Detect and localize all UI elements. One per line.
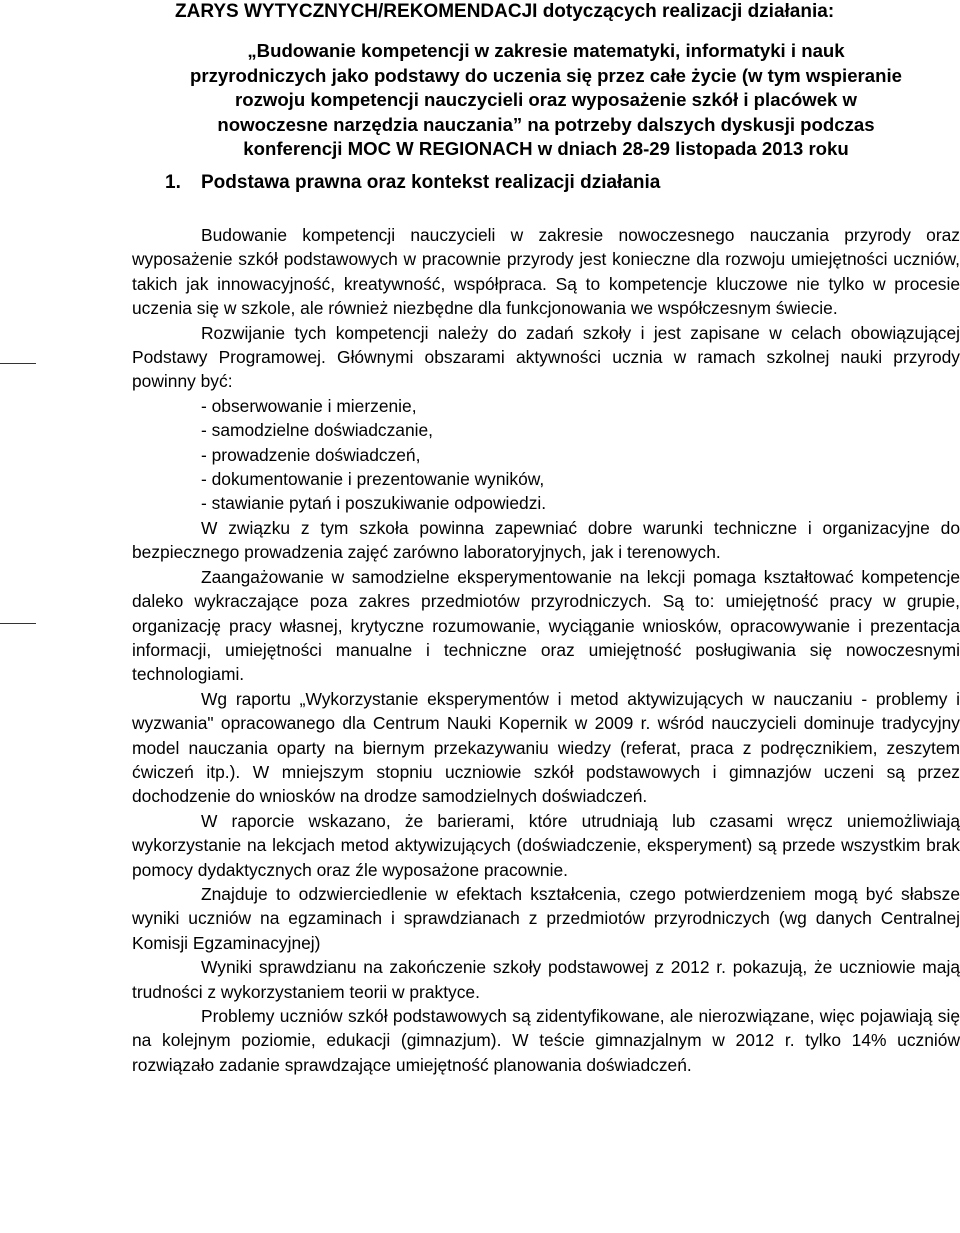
paragraph: Budowanie kompetencji nauczycieli w zakresie nowoczesnego nauczania przyrody oraz wyposażenie szkół podstawowych w pracownie przyrody jest konieczne dla rozwoju umiejętności uczniów, takich jak innowacyjność, kreatywność, współpraca. Są to kompetencje kluczowe nie tylko w procesie uczenia się w szkole, ale również niezbędne dla funkcjonowania we współczesnym świecie. (132, 225, 960, 319)
paragraph: Rozwijanie tych kompetencji należy do zadań szkoły i jest zapisane w celach obowiązującej Podstawy Programowej. Głównymi obszarami aktywności ucznia w ramach szkolnej nauki przyrody powinny być: (132, 322, 960, 392)
title-line: rozwoju kompetencji nauczycieli oraz wyposażenie szkół i placówek w (234, 89, 858, 111)
paragraph: Problemy uczniów szkół podstawowych są zidentyfikowane, ale nierozwiązane, więc pojawiają się na kolejnym poziomie, edukacji (gimnazjum). W teście gimnazjalnym w 2012 r. tylko 14% uczniów rozwiązało zadanie sprawdzające umiejętność planowania doświadczeń. (132, 1006, 960, 1075)
title-line: przyrodniczych jako podstawy do uczenia się przez całe życie (w tym wspieranie (190, 64, 902, 86)
document-heading: ZARYS WYTYCZNYCH/REKOMENDACJI dotyczących realizacji działania: (175, 1, 835, 22)
title-line: konferencji MOC W REGIONACH w dniach 28-29 listopada 2013 roku (243, 138, 849, 160)
list-item: - prowadzenie doświadczeń, (201, 444, 421, 465)
activity-list (132, 394, 960, 516)
paragraph: Znajduje to odzwierciedlenie w efektach kształcenia, czego potwierdzeniem mogą być słabsze wyniki uczniów na egzaminach i sprawdzianach z przedmiotów przyrodniczych (wg danych Centralnej Komisji Egzaminacyjnej) (132, 883, 960, 953)
paragraph: Wyniki sprawdzianu na zakończenie szkoły podstawowej z 2012 r. pokazują, że uczniowie mają trudności z wykorzystaniem teorii w praktyce. (132, 957, 960, 1002)
title-line: nowoczesne narzędzia nauczania” na potrzeby dalszych dyskusji podczas (217, 113, 875, 135)
margin-mark (0, 623, 36, 624)
paragraph: W raporcie wskazano, że barierami, które utrudniają lub czasami wręcz uniemożliwiają wykorzystanie na lekcjach metod aktywizujących (doświadczenie, eksperyment) są przede wszystkim brak pomocy dydaktycznych oraz źle wyposażone pracownie. (132, 810, 960, 880)
section-heading (165, 171, 660, 195)
list-item: - obserwowanie i mierzenie, (201, 395, 417, 416)
list-item: - dokumentowanie i prezentowanie wyników, (201, 469, 545, 490)
paragraph: Wg raportu „Wykorzystanie eksperymentów i metod aktywizujących w nauczaniu - problemy i wyzwania" opracowanego dla Centrum Nauki Kopernik w 2009 r. wśród nauczycieli dominuje tradycyjny model nauczania oparty na biernym przekazywaniu wiedzy (referat, praca z podręcznikiem, zeszytem ćwiczeń itp.). W mniejszym stopniu uczniowie szkół podstawowych i gimnazjów uczeni są przez dochodzenie do wniosków na drodze samodzielnych doświadczeń. (132, 688, 960, 807)
list-item: - stawianie pytań i poszukiwanie odpowiedzi. (201, 493, 547, 514)
section-title: Podstawa prawna oraz kontekst realizacji działania (201, 172, 661, 193)
body-text (132, 223, 960, 1077)
section-number: 1. (165, 172, 181, 193)
title-line: „Budowanie kompetencji w zakresie matematyki, informatyki i nauk (247, 40, 845, 61)
paragraph: Zaangażowanie w samodzielne eksperymentowanie na lekcji pomaga kształtować kompetencje daleko wykraczające poza zakres przedmiotów przyrodniczych. Są to: umiejętność pracy w grupie, organizację pracy własnej, krytyczne rozumowanie, wyciąganie wniosków, opracowywanie i prezentacja informacji, umiejętności manualne i techniczne oraz umiejętność posługiwania się nowoczesnymi technologiami. (132, 566, 960, 685)
paragraph: W związku z tym szkoła powinna zapewniać dobre warunki techniczne i organizacyjne do bezpiecznego prowadzenia zajęć zarówno laboratoryjnych, jak i terenowych. (132, 517, 960, 563)
list-item: - samodzielne doświadczanie, (201, 420, 433, 441)
document-title (132, 39, 960, 162)
margin-mark (0, 363, 36, 364)
